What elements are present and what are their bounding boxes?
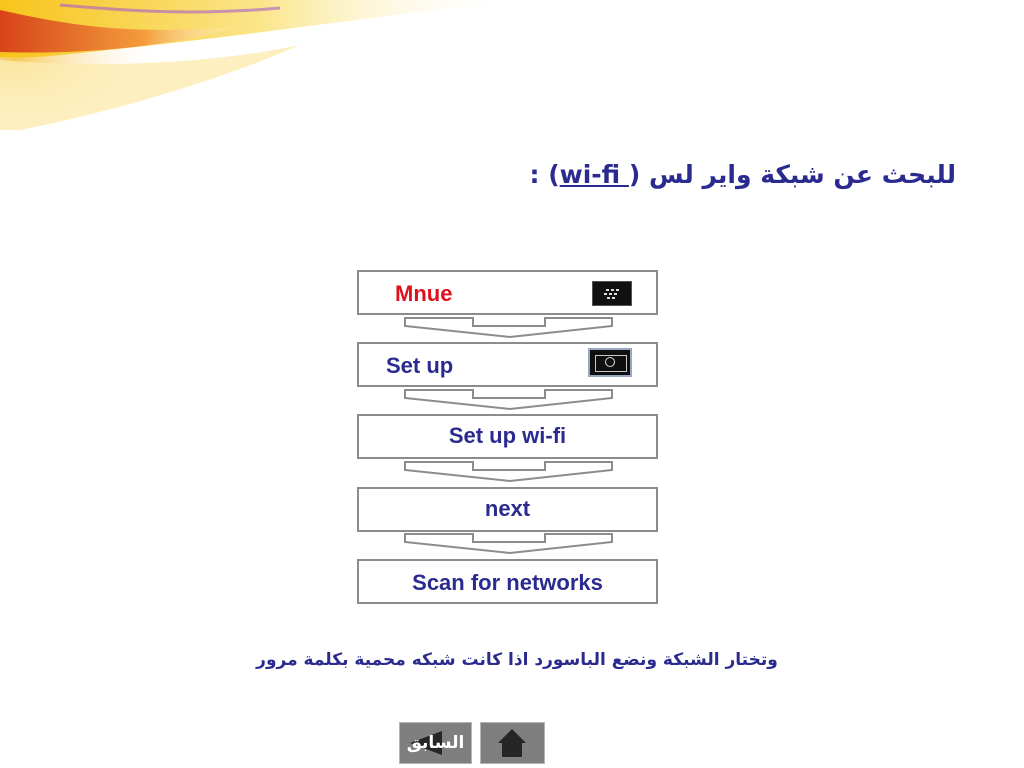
title-term: wi-fi: [559, 160, 629, 189]
back-button-label: السابق: [406, 733, 465, 753]
step-setup-wifi-label: Set up wi-fi: [448, 423, 567, 448]
step-menu: [357, 270, 658, 315]
down-arrow-1: [405, 318, 612, 337]
step-menu-label: Mnue: [395, 281, 453, 306]
home-icon: [481, 723, 544, 763]
home-button[interactable]: [480, 722, 545, 764]
page-title: [530, 160, 957, 189]
step-setup-wifi: [357, 414, 658, 459]
setup-icon: [588, 348, 632, 377]
step-setup: [357, 342, 658, 387]
blackberry-menu-icon: [592, 281, 632, 306]
step-scan-label: Scan for networks: [412, 570, 603, 595]
step-scan: [357, 559, 658, 604]
title-prefix: للبحث عن شبكة واير لس (: [628, 160, 956, 189]
step-next: [357, 487, 658, 532]
down-arrow-4: [405, 534, 612, 553]
down-arrow-2: [405, 390, 612, 409]
instruction-note: وتختار الشبكة ونضع الباسورد اذا كانت شبكه محمية بكلمة مرور: [256, 650, 778, 670]
decorative-swoosh: [0, 0, 1024, 160]
step-next-label: next: [484, 496, 531, 521]
title-suffix: ) :: [529, 160, 560, 189]
step-setup-label: Set up: [386, 353, 454, 378]
back-button[interactable]: [399, 722, 472, 764]
down-arrow-3: [405, 462, 612, 481]
